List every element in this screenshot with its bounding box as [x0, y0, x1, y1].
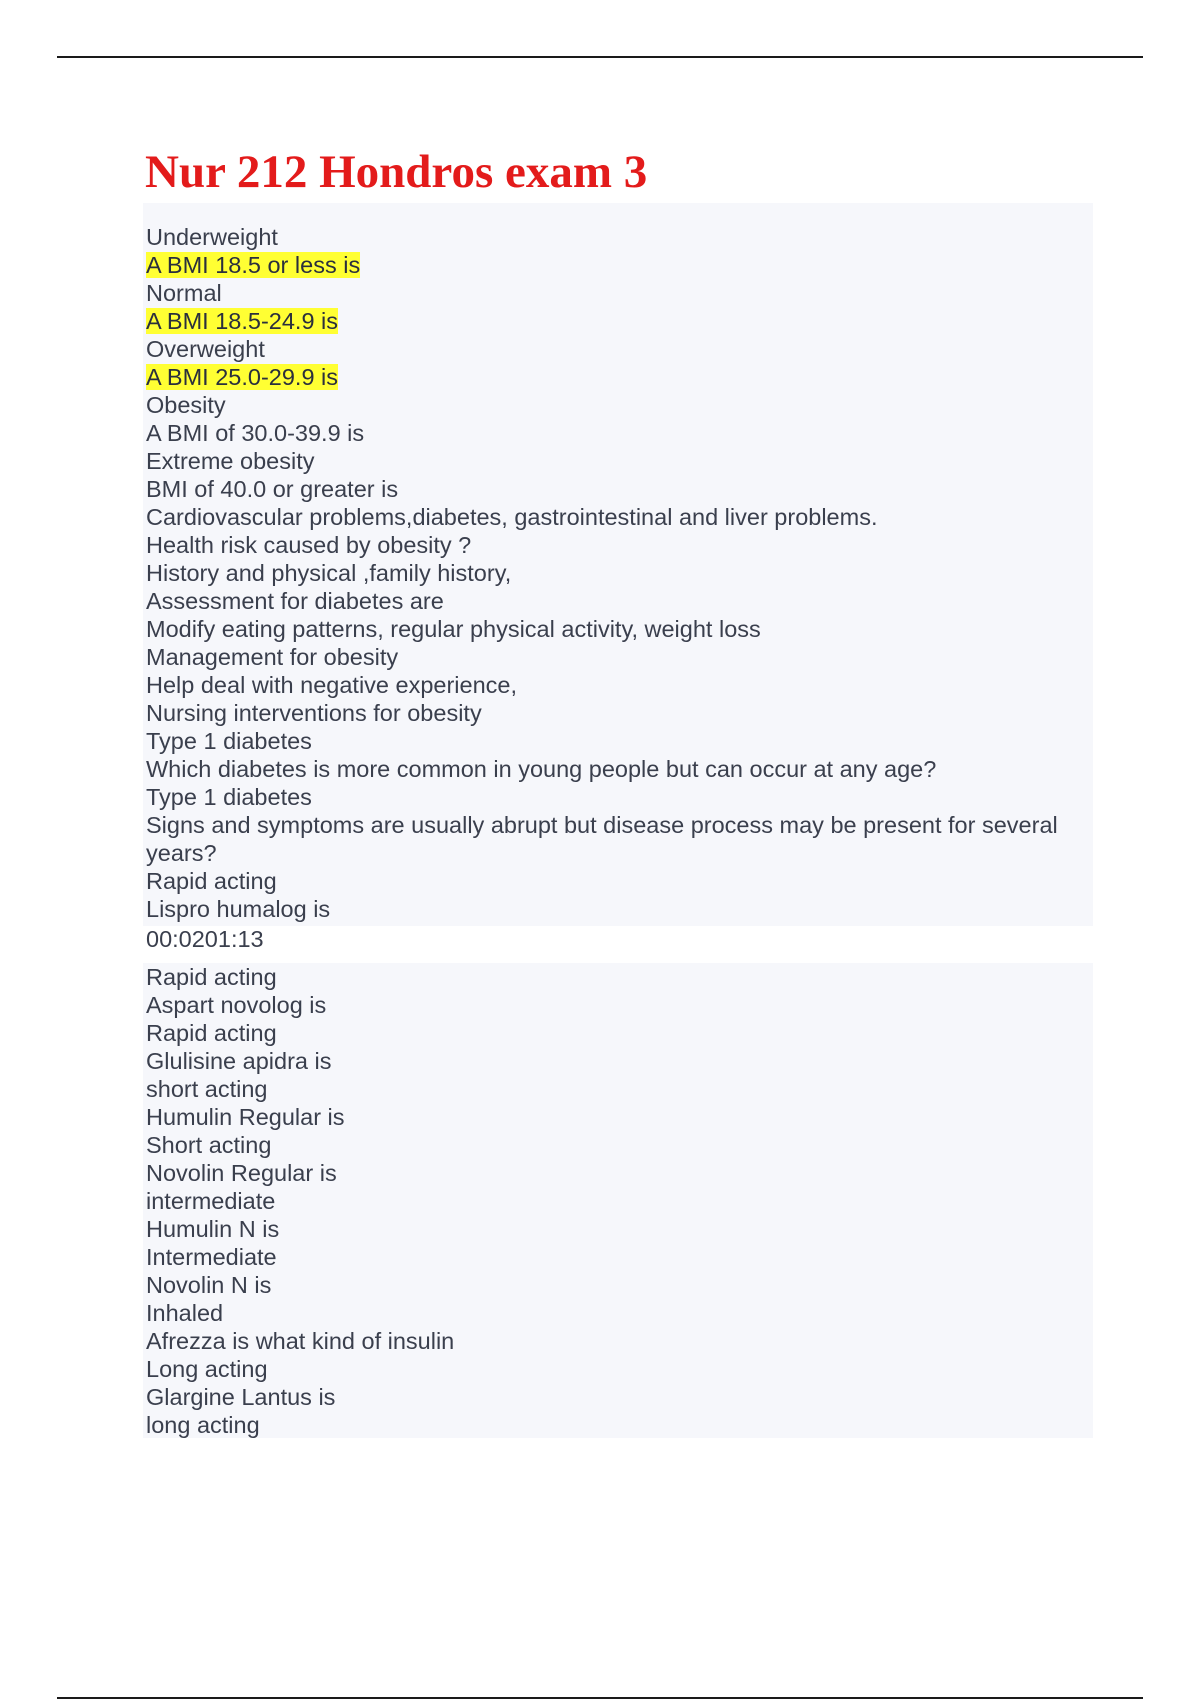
text-line: Afrezza is what kind of insulin — [146, 1328, 455, 1354]
text-line: Nursing interventions for obesity — [146, 700, 482, 726]
highlighted-text: A BMI 25.0-29.9 is — [146, 364, 339, 390]
text-line: Overweight — [146, 336, 265, 362]
text-line: Extreme obesity — [146, 448, 315, 474]
text-line: Intermediate — [146, 1244, 277, 1270]
text-line: Type 1 diabetes — [146, 784, 312, 810]
text-line: Aspart novolog is — [146, 992, 327, 1018]
top-rule — [57, 56, 1143, 58]
text-line: intermediate — [146, 1188, 276, 1214]
text-line: Help deal with negative experience, — [146, 672, 518, 698]
text-line — [146, 307, 1093, 335]
text-line: Modify eating patterns, regular physical activity, weight loss — [146, 616, 761, 642]
text-line: Rapid acting — [146, 868, 277, 894]
text-line: Inhaled — [146, 1300, 224, 1326]
text-line: Underweight — [146, 224, 278, 250]
bottom-rule — [57, 1697, 1143, 1699]
text-line: Cardiovascular problems,diabetes, gastrointestinal and liver problems. — [146, 504, 878, 530]
text-line — [146, 251, 1093, 279]
text-line: Assessment for diabetes are — [146, 588, 444, 614]
text-line: long acting — [146, 1412, 260, 1438]
text-line: Signs and symptoms are usually abrupt but disease process may be present for several years? — [146, 812, 1058, 866]
text-line: Humulin Regular is — [146, 1104, 345, 1130]
text-line: Novolin Regular is — [146, 1160, 337, 1186]
text-line: Long acting — [146, 1356, 268, 1382]
text-line: Normal — [146, 280, 222, 306]
text-line — [146, 363, 1093, 391]
text-line: Rapid acting — [146, 1020, 277, 1046]
flashcard-block-one — [143, 203, 1093, 926]
highlighted-text: A BMI 18.5-24.9 is — [146, 308, 339, 334]
text-line: Obesity — [146, 392, 226, 418]
text-line: Management for obesity — [146, 644, 399, 670]
text-line: Health risk caused by obesity ? — [146, 532, 472, 558]
text-line: BMI of 40.0 or greater is — [146, 476, 399, 502]
timestamp: 00:0201:13 — [146, 926, 264, 952]
text-line: Type 1 diabetes — [146, 728, 312, 754]
text-line: A BMI of 30.0-39.9 is — [146, 420, 365, 446]
text-line: short acting — [146, 1076, 268, 1102]
text-line: Which diabetes is more common in young people but can occur at any age? — [146, 756, 937, 782]
text-line: Short acting — [146, 1132, 272, 1158]
text-line: Glargine Lantus is — [146, 1384, 336, 1410]
page-title: Nur 212 Hondros exam 3 — [145, 146, 648, 198]
highlighted-text: A BMI 18.5 or less is — [146, 252, 361, 278]
text-line: Lispro humalog is — [146, 896, 331, 922]
text-line: Humulin N is — [146, 1216, 280, 1242]
flashcard-block-two — [143, 963, 1093, 1438]
text-line: Rapid acting — [146, 964, 277, 990]
text-line: History and physical ,family history, — [146, 560, 512, 586]
text-line: Glulisine apidra is — [146, 1048, 332, 1074]
text-line: Novolin N is — [146, 1272, 272, 1298]
